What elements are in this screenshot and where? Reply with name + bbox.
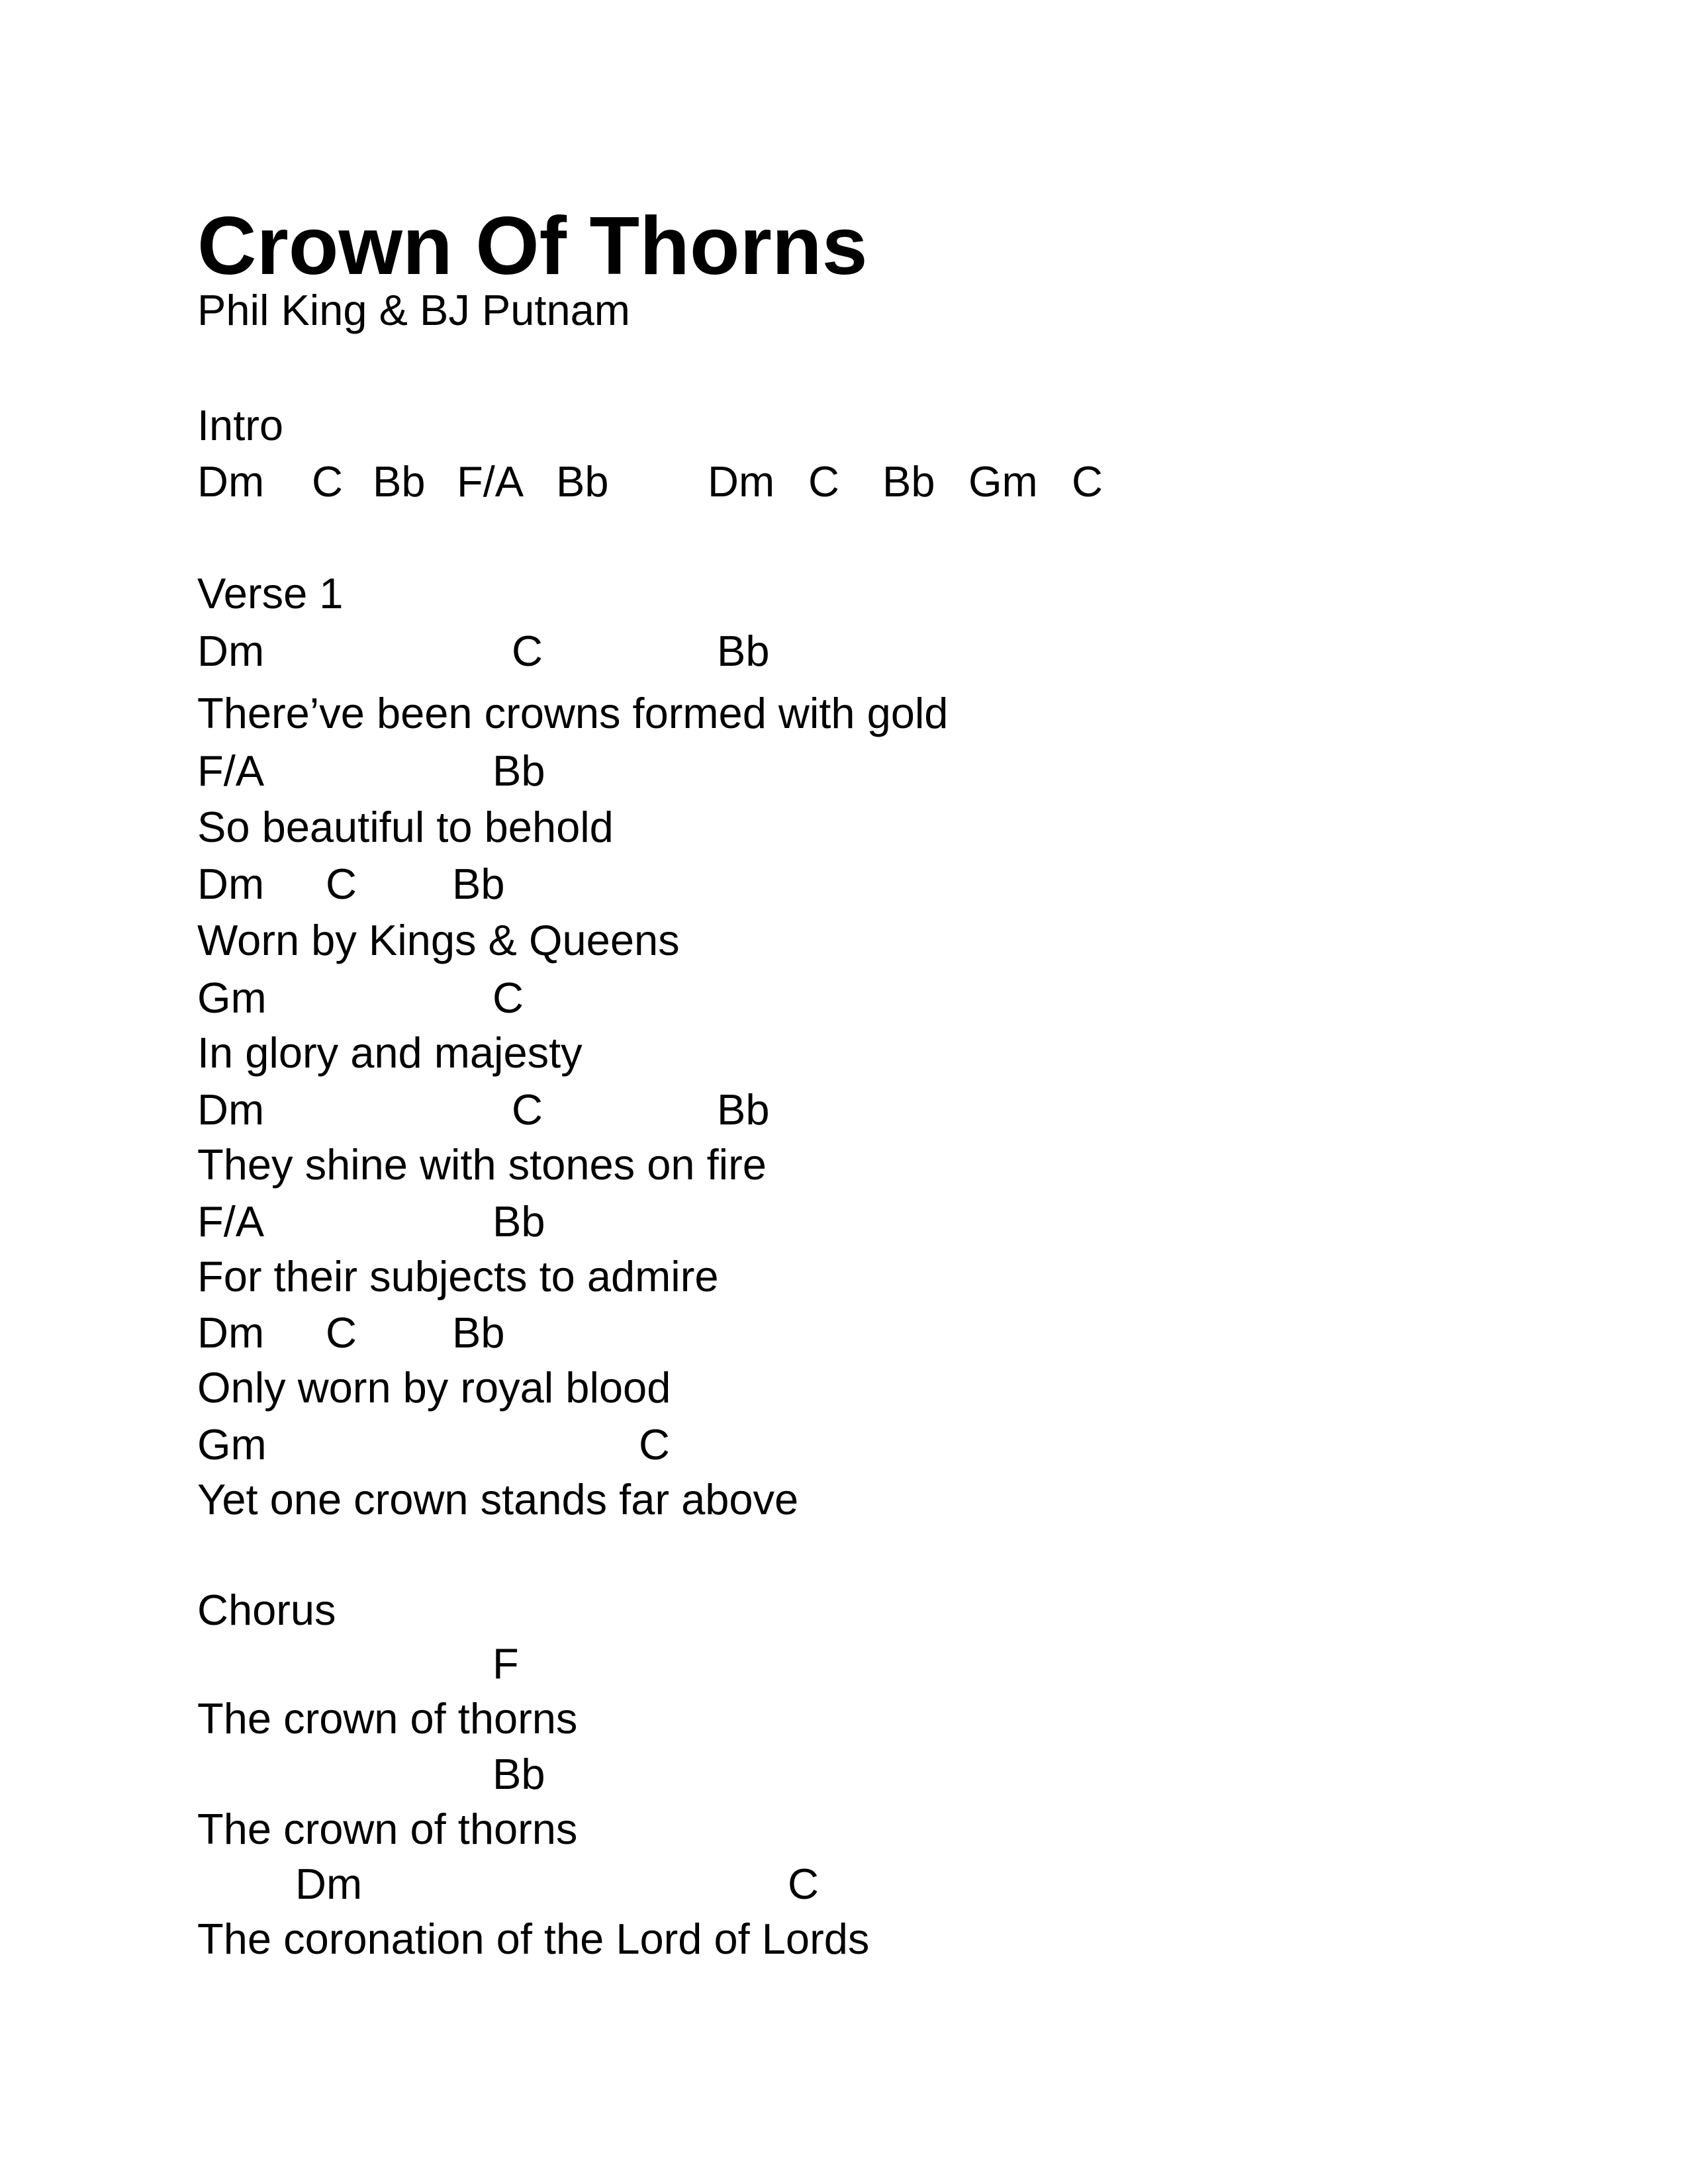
lyric-line: They shine with stones on fire: [197, 1140, 767, 1189]
chord: F/A: [197, 747, 265, 795]
chord: Gm: [968, 457, 1038, 506]
chord: Bb: [452, 860, 505, 908]
section-label-verse-1: Verse 1: [197, 569, 344, 617]
chord: Bb: [492, 1197, 545, 1246]
lyric-line: In glory and majesty: [197, 1028, 583, 1077]
chord: C: [512, 627, 543, 675]
chord: C: [808, 457, 839, 506]
chord: Bb: [556, 457, 609, 506]
chord: C: [492, 974, 524, 1022]
chord: F/A: [197, 1197, 265, 1246]
chord: Bb: [882, 457, 935, 506]
chord: C: [326, 860, 357, 908]
chord: Gm: [197, 974, 267, 1022]
chord: Dm: [197, 457, 265, 506]
chord: Dm: [197, 860, 265, 908]
lyric-line: Only worn by royal blood: [197, 1363, 671, 1412]
lyric-line: For their subjects to admire: [197, 1252, 719, 1300]
chord: Bb: [717, 1085, 770, 1134]
chord: Dm: [197, 1308, 265, 1357]
chord: Bb: [373, 457, 426, 506]
chord: Bb: [492, 747, 545, 795]
chord: F/A: [457, 457, 524, 506]
section-label-chorus: Chorus: [197, 1586, 336, 1634]
chord: Bb: [717, 627, 770, 675]
lyric-line: The coronation of the Lord of Lords: [197, 1915, 870, 1963]
lyric-line: So beautiful to behold: [197, 803, 614, 851]
section-label-intro: Intro: [197, 401, 284, 449]
lyric-line: Worn by Kings & Queens: [197, 916, 680, 964]
chord: Dm: [197, 1085, 265, 1134]
lyric-line: The crown of thorns: [197, 1805, 578, 1853]
chord: C: [639, 1420, 670, 1469]
chord: C: [326, 1308, 357, 1357]
chord: Gm: [197, 1420, 267, 1469]
chord: Dm: [295, 1860, 363, 1908]
chord: Bb: [452, 1308, 505, 1357]
chord: C: [1072, 457, 1103, 506]
chord: F: [492, 1639, 519, 1688]
chord: Bb: [492, 1750, 545, 1798]
lyric-line: The crown of thorns: [197, 1694, 578, 1743]
chord: C: [312, 457, 343, 506]
chord: C: [512, 1085, 543, 1134]
song-author: Phil King & BJ Putnam: [197, 286, 630, 334]
lyric-line: There’ve been crowns formed with gold: [197, 689, 949, 737]
chord: C: [788, 1860, 819, 1908]
song-title: Crown Of Thorns: [197, 201, 868, 292]
chord: Dm: [708, 457, 775, 506]
lyric-line: Yet one crown stands far above: [197, 1475, 799, 1524]
chord: Dm: [197, 627, 265, 675]
